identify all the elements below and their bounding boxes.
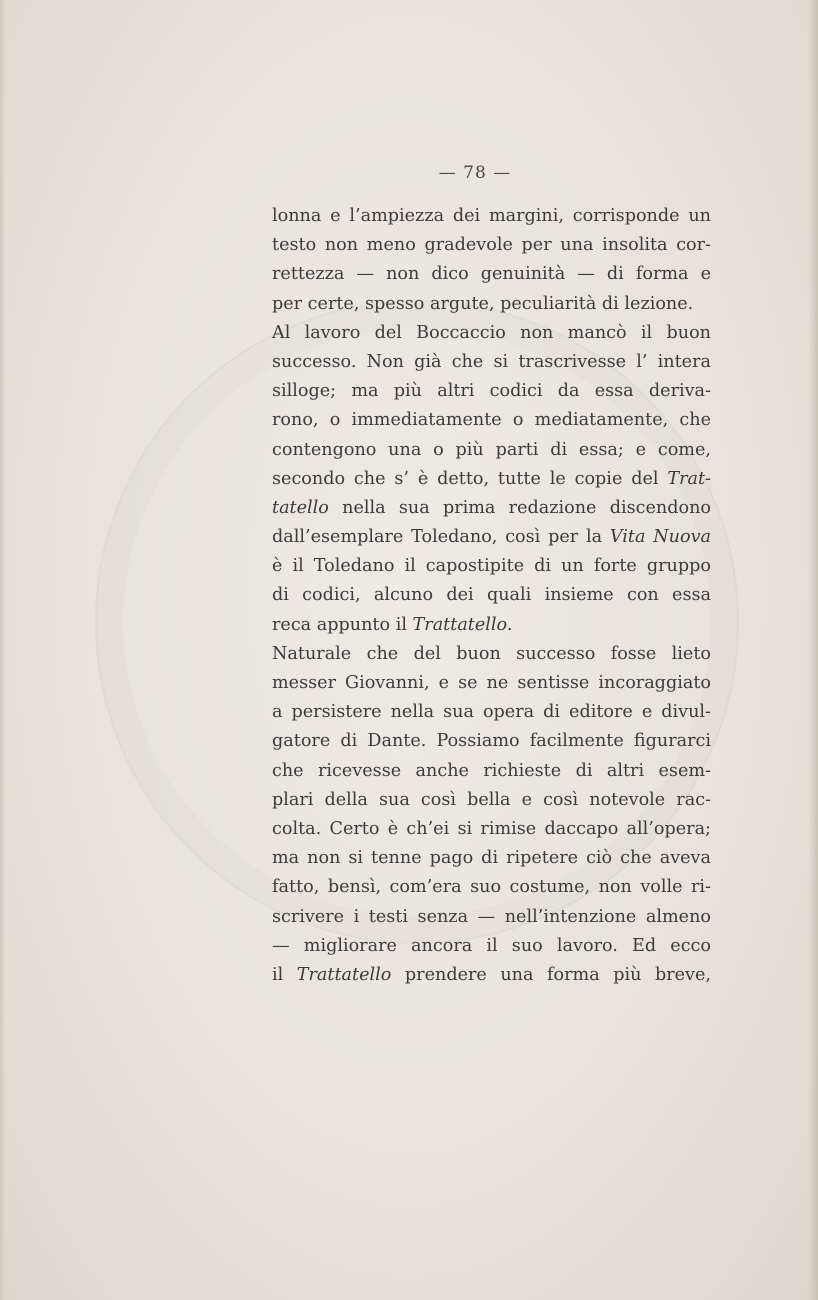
page-edge-left	[0, 0, 6, 1300]
text-segment: successo. Non già che si trascrivesse l’ intera	[272, 351, 711, 372]
italic-title: Vita Nuova	[609, 527, 711, 548]
text-segment: contengono una o più parti di essa; e come,	[272, 439, 711, 460]
text-line	[272, 669, 711, 698]
text-line	[272, 815, 711, 844]
text-line	[272, 290, 711, 319]
text-line	[272, 903, 711, 932]
text-line	[272, 932, 711, 961]
text-segment: gatore di Dante. Possiamo facilmente figurarci	[272, 731, 711, 752]
text-line	[272, 465, 711, 494]
text-line	[272, 961, 711, 990]
text-segment: prendere una forma più breve,	[391, 964, 711, 985]
body-text	[272, 202, 711, 990]
italic-title: tatello	[272, 497, 329, 518]
text-segment: rono, o immediatamente o mediatamente, che	[272, 410, 711, 431]
text-segment: a persistere nella sua opera di editore e divul-	[272, 702, 711, 723]
text-line	[272, 873, 711, 902]
text-line	[272, 640, 711, 669]
text-line	[272, 523, 711, 552]
text-segment: dall’esemplare Toledano, così per la	[272, 527, 610, 548]
text-line	[272, 698, 711, 727]
text-line	[272, 611, 711, 640]
text-line	[272, 319, 711, 348]
page-number: — 78 —	[438, 163, 512, 183]
text-line	[272, 260, 711, 289]
text-segment: rettezza — non dico genuinità — di forma e	[272, 264, 711, 285]
text-line	[272, 757, 711, 786]
text-segment: colta. Certo è ch’ei si rimise daccapo all’opera;	[272, 818, 711, 839]
text-segment: reca appunto il	[272, 614, 413, 635]
text-segment: per certe, spesso argute, peculiarità di lezione.	[272, 293, 694, 314]
text-segment: lonna e l’ampiezza dei margini, corrisponde un	[272, 206, 711, 226]
text-segment: plari della sua così bella e così notevole rac-	[272, 789, 711, 810]
text-line	[272, 202, 711, 231]
text-line	[272, 844, 711, 873]
text-line	[272, 377, 711, 406]
text-line	[272, 786, 711, 815]
text-line	[272, 406, 711, 435]
text-segment: Al lavoro del Boccaccio non mancò il buon	[272, 322, 711, 343]
text-segment: secondo che s’ è detto, tutte le copie del	[272, 468, 668, 489]
text-line	[272, 494, 711, 523]
text-segment: testo non meno gradevole per una insolita cor-	[272, 235, 711, 256]
text-segment: nella sua prima redazione discendono	[328, 497, 711, 518]
text-segment: che ricevesse anche richieste di altri esem-	[272, 760, 711, 781]
page-edge-right	[808, 0, 818, 1300]
text-line	[272, 231, 711, 260]
text-line	[272, 436, 711, 465]
text-line	[272, 348, 711, 377]
italic-title: Trattatello	[296, 964, 392, 985]
italic-title: Trat-	[667, 468, 711, 489]
text-segment: Naturale che del buon successo fosse lieto	[272, 643, 711, 664]
text-segment: scrivere i testi senza — nell’intenzione almeno	[272, 906, 711, 927]
text-line	[272, 581, 711, 610]
text-segment: — migliorare ancora il suo lavoro. Ed ecco	[272, 935, 711, 956]
text-segment: ma non si tenne pago di ripetere ciò che aveva	[272, 848, 711, 869]
text-segment: il	[272, 964, 297, 985]
text-segment: fatto, bensì, com’era suo costume, non volle ri-	[272, 877, 711, 898]
italic-title: Trattatello.	[412, 614, 513, 635]
text-segment: è il Toledano il capostipite di un forte gruppo	[272, 556, 711, 577]
text-line	[272, 727, 711, 756]
text-line	[272, 552, 711, 581]
text-segment: messer Giovanni, e se ne sentisse incoraggiato	[272, 673, 711, 693]
text-segment: di codici, alcuno dei quali insieme con essa	[272, 585, 711, 606]
text-segment: silloge; ma più altri codici da essa deriva-	[272, 381, 711, 402]
